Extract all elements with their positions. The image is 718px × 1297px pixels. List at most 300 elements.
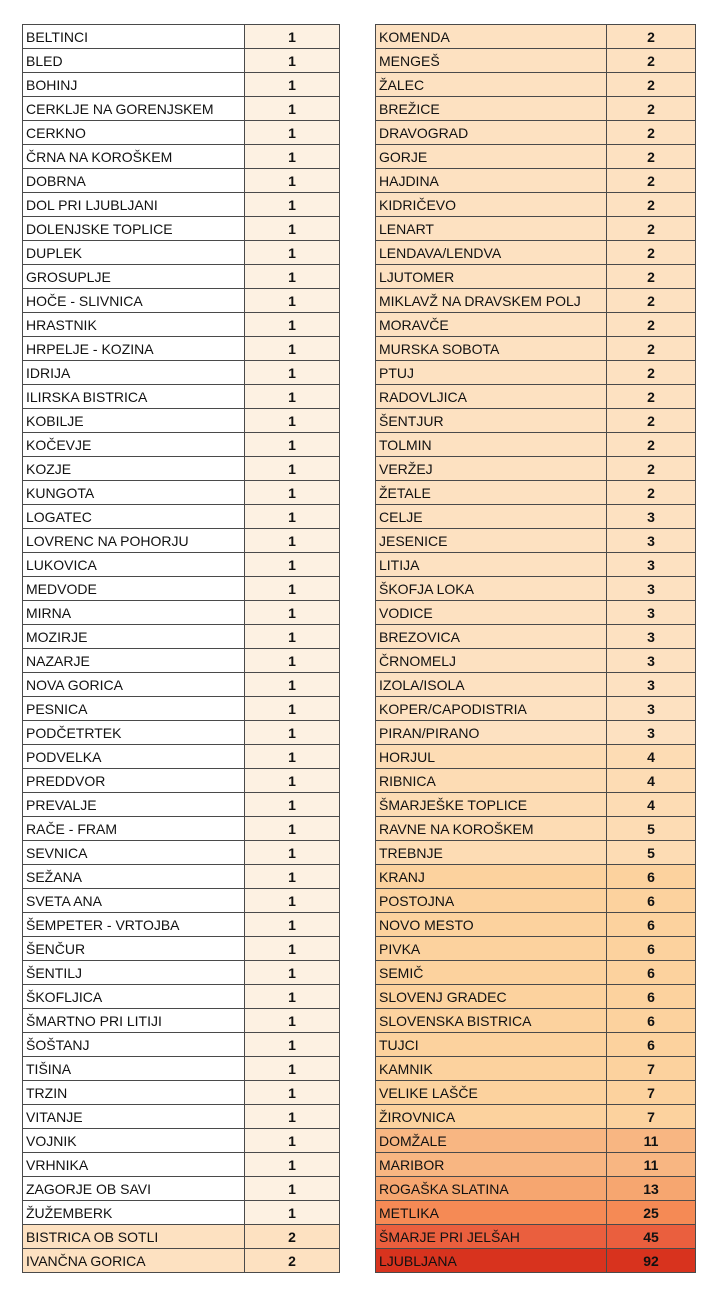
count-value: 4 (607, 745, 696, 769)
right-municipality-table (375, 24, 696, 1273)
municipality-name: VELIKE LAŠČE (376, 1081, 607, 1105)
table-row (23, 193, 340, 217)
count-value: 1 (245, 745, 340, 769)
count-value: 3 (607, 505, 696, 529)
table-row (376, 769, 696, 793)
count-value: 1 (245, 793, 340, 817)
table-row (23, 481, 340, 505)
count-value: 2 (607, 361, 696, 385)
count-value: 1 (245, 577, 340, 601)
table-row (376, 1129, 696, 1153)
municipality-name: VOJNIK (23, 1129, 245, 1153)
table-row (376, 1153, 696, 1177)
count-value: 1 (245, 169, 340, 193)
municipality-name: GROSUPLJE (23, 265, 245, 289)
table-row (376, 457, 696, 481)
table-row (376, 697, 696, 721)
municipality-name: MIRNA (23, 601, 245, 625)
count-value: 1 (245, 289, 340, 313)
table-row (376, 985, 696, 1009)
count-value: 4 (607, 793, 696, 817)
table-row (376, 1009, 696, 1033)
table-row (23, 1225, 340, 1249)
municipality-name: MEDVODE (23, 577, 245, 601)
count-value: 1 (245, 241, 340, 265)
table-row (376, 1081, 696, 1105)
count-value: 3 (607, 553, 696, 577)
municipality-name: PODČETRTEK (23, 721, 245, 745)
municipality-name: SEVNICA (23, 841, 245, 865)
municipality-name: MENGEŠ (376, 49, 607, 73)
municipality-name: IDRIJA (23, 361, 245, 385)
count-value: 1 (245, 673, 340, 697)
table-row (376, 817, 696, 841)
count-value: 6 (607, 1009, 696, 1033)
table-row (23, 505, 340, 529)
count-value: 1 (245, 145, 340, 169)
count-value: 1 (245, 457, 340, 481)
table-row (23, 121, 340, 145)
table-row (376, 1057, 696, 1081)
count-value: 4 (607, 769, 696, 793)
count-value: 2 (245, 1225, 340, 1249)
table-row (23, 25, 340, 49)
count-value: 1 (245, 1153, 340, 1177)
table-row (376, 793, 696, 817)
count-value: 2 (607, 169, 696, 193)
table-row (376, 49, 696, 73)
municipality-name: ŠKOFJA LOKA (376, 577, 607, 601)
municipality-name: VODICE (376, 601, 607, 625)
table-row (23, 265, 340, 289)
municipality-name: PREVALJE (23, 793, 245, 817)
municipality-name: LENART (376, 217, 607, 241)
municipality-name: DRAVOGRAD (376, 121, 607, 145)
table-row (23, 985, 340, 1009)
municipality-name: ZAGORJE OB SAVI (23, 1177, 245, 1201)
municipality-name: DOL PRI LJUBLJANI (23, 193, 245, 217)
table-row (23, 361, 340, 385)
count-value: 7 (607, 1057, 696, 1081)
table-row (376, 97, 696, 121)
municipality-name: JESENICE (376, 529, 607, 553)
table-row (376, 577, 696, 601)
count-value: 7 (607, 1081, 696, 1105)
table-row (376, 1249, 696, 1273)
municipality-name: MOZIRJE (23, 625, 245, 649)
table-row (376, 841, 696, 865)
table-row (376, 1201, 696, 1225)
table-row (23, 1153, 340, 1177)
count-value: 1 (245, 913, 340, 937)
municipality-name: TRZIN (23, 1081, 245, 1105)
table-row (23, 865, 340, 889)
municipality-name: DOMŽALE (376, 1129, 607, 1153)
count-value: 2 (607, 121, 696, 145)
municipality-name: KOPER/CAPODISTRIA (376, 697, 607, 721)
municipality-name: BLED (23, 49, 245, 73)
count-value: 1 (245, 337, 340, 361)
table-row (23, 1057, 340, 1081)
count-value: 2 (607, 409, 696, 433)
count-value: 1 (245, 73, 340, 97)
municipality-name: TREBNJE (376, 841, 607, 865)
table-row (23, 409, 340, 433)
municipality-name: LJUBLJANA (376, 1249, 607, 1273)
table-row (376, 649, 696, 673)
count-value: 3 (607, 721, 696, 745)
count-value: 1 (245, 985, 340, 1009)
count-value: 1 (245, 409, 340, 433)
table-row (23, 1201, 340, 1225)
count-value: 6 (607, 865, 696, 889)
table-row (23, 1129, 340, 1153)
municipality-name: DUPLEK (23, 241, 245, 265)
table-row (23, 337, 340, 361)
table-row (23, 817, 340, 841)
count-value: 2 (245, 1249, 340, 1273)
municipality-name: NOVA GORICA (23, 673, 245, 697)
table-row (376, 745, 696, 769)
table-row (376, 961, 696, 985)
count-value: 1 (245, 601, 340, 625)
left-municipality-table (22, 24, 340, 1273)
table-row (23, 769, 340, 793)
count-value: 1 (245, 217, 340, 241)
municipality-name: KIDRIČEVO (376, 193, 607, 217)
municipality-name: NOVO MESTO (376, 913, 607, 937)
table-row (23, 241, 340, 265)
right-table-body (376, 25, 696, 1273)
count-value: 13 (607, 1177, 696, 1201)
table-row (23, 745, 340, 769)
municipality-name: LJUTOMER (376, 265, 607, 289)
municipality-name: ŠKOFLJICA (23, 985, 245, 1009)
municipality-name: RAVNE NA KOROŠKEM (376, 817, 607, 841)
municipality-name: HRASTNIK (23, 313, 245, 337)
count-value: 2 (607, 49, 696, 73)
table-row (23, 841, 340, 865)
count-value: 1 (245, 937, 340, 961)
municipality-name: ČRNOMELJ (376, 649, 607, 673)
municipality-name: BELTINCI (23, 25, 245, 49)
count-value: 2 (607, 265, 696, 289)
count-value: 2 (607, 337, 696, 361)
municipality-name: IVANČNA GORICA (23, 1249, 245, 1273)
count-value: 1 (245, 1201, 340, 1225)
municipality-name: HOČE - SLIVNICA (23, 289, 245, 313)
municipality-name: ŠENTJUR (376, 409, 607, 433)
municipality-name: KUNGOTA (23, 481, 245, 505)
table-row (23, 553, 340, 577)
municipality-name: RIBNICA (376, 769, 607, 793)
count-value: 1 (245, 961, 340, 985)
table-row (23, 145, 340, 169)
municipality-name: PIRAN/PIRANO (376, 721, 607, 745)
count-value: 1 (245, 817, 340, 841)
table-row (376, 625, 696, 649)
table-row (376, 889, 696, 913)
table-row (23, 889, 340, 913)
municipality-name: LITIJA (376, 553, 607, 577)
table-row (23, 1033, 340, 1057)
table-row (376, 241, 696, 265)
count-value: 1 (245, 49, 340, 73)
municipality-name: SLOVENSKA BISTRICA (376, 1009, 607, 1033)
count-value: 1 (245, 433, 340, 457)
count-value: 1 (245, 481, 340, 505)
table-row (23, 1105, 340, 1129)
municipality-name: IZOLA/ISOLA (376, 673, 607, 697)
table-row (376, 913, 696, 937)
municipality-name: RADOVLJICA (376, 385, 607, 409)
table-row (23, 433, 340, 457)
count-value: 2 (607, 145, 696, 169)
municipality-name: PIVKA (376, 937, 607, 961)
count-value: 2 (607, 193, 696, 217)
municipality-name: HAJDINA (376, 169, 607, 193)
count-value: 92 (607, 1249, 696, 1273)
count-value: 2 (607, 433, 696, 457)
table-row (376, 481, 696, 505)
count-value: 6 (607, 889, 696, 913)
table-row (23, 961, 340, 985)
table-row (23, 169, 340, 193)
table-row (376, 289, 696, 313)
count-value: 1 (245, 1009, 340, 1033)
count-value: 2 (607, 289, 696, 313)
count-value: 1 (245, 721, 340, 745)
table-row (376, 433, 696, 457)
municipality-name: TOLMIN (376, 433, 607, 457)
municipality-name: ŠMARJEŠKE TOPLICE (376, 793, 607, 817)
table-row (23, 73, 340, 97)
table-row (376, 673, 696, 697)
count-value: 5 (607, 841, 696, 865)
table-row (23, 649, 340, 673)
count-value: 1 (245, 1033, 340, 1057)
count-value: 1 (245, 529, 340, 553)
municipality-name: MIKLAVŽ NA DRAVSKEM POLJ (376, 289, 607, 313)
table-row (23, 217, 340, 241)
table-row (23, 793, 340, 817)
count-value: 6 (607, 985, 696, 1009)
table-row (23, 313, 340, 337)
count-value: 1 (245, 865, 340, 889)
municipality-name: GORJE (376, 145, 607, 169)
municipality-name: PESNICA (23, 697, 245, 721)
table-row (23, 697, 340, 721)
count-value: 2 (607, 385, 696, 409)
count-value: 1 (245, 1057, 340, 1081)
municipality-name: DOBRNA (23, 169, 245, 193)
table-row (376, 721, 696, 745)
count-value: 1 (245, 361, 340, 385)
count-value: 3 (607, 625, 696, 649)
municipality-name: POSTOJNA (376, 889, 607, 913)
municipality-name: BREZOVICA (376, 625, 607, 649)
count-value: 1 (245, 97, 340, 121)
table-row (23, 49, 340, 73)
municipality-name: ŽIROVNICA (376, 1105, 607, 1129)
count-value: 6 (607, 913, 696, 937)
table-row (376, 1177, 696, 1201)
left-table-body (23, 25, 340, 1273)
municipality-name: PREDDVOR (23, 769, 245, 793)
table-row (23, 97, 340, 121)
municipality-name: ŠMARTNO PRI LITIJI (23, 1009, 245, 1033)
count-value: 2 (607, 97, 696, 121)
count-value: 1 (245, 649, 340, 673)
table-row (376, 217, 696, 241)
table-row (23, 673, 340, 697)
municipality-name: ČRNA NA KOROŠKEM (23, 145, 245, 169)
table-row (376, 1225, 696, 1249)
count-value: 6 (607, 961, 696, 985)
municipality-name: TUJCI (376, 1033, 607, 1057)
table-row (23, 457, 340, 481)
municipality-name: KAMNIK (376, 1057, 607, 1081)
table-row (376, 865, 696, 889)
table-row (23, 289, 340, 313)
count-value: 1 (245, 1129, 340, 1153)
count-value: 1 (245, 553, 340, 577)
count-value: 11 (607, 1153, 696, 1177)
municipality-name: ILIRSKA BISTRICA (23, 385, 245, 409)
table-row (376, 1033, 696, 1057)
count-value: 2 (607, 313, 696, 337)
municipality-name: RAČE - FRAM (23, 817, 245, 841)
municipality-name: KOZJE (23, 457, 245, 481)
municipality-name: KRANJ (376, 865, 607, 889)
municipality-name: ROGAŠKA SLATINA (376, 1177, 607, 1201)
table-row (376, 409, 696, 433)
count-value: 6 (607, 1033, 696, 1057)
municipality-name: NAZARJE (23, 649, 245, 673)
table-row (376, 337, 696, 361)
count-value: 7 (607, 1105, 696, 1129)
municipality-name: ŽALEC (376, 73, 607, 97)
table-row (376, 265, 696, 289)
table-row (376, 505, 696, 529)
table-row (23, 385, 340, 409)
count-value: 1 (245, 769, 340, 793)
count-value: 6 (607, 937, 696, 961)
municipality-name: PTUJ (376, 361, 607, 385)
count-value: 2 (607, 481, 696, 505)
municipality-name: HRPELJE - KOZINA (23, 337, 245, 361)
municipality-name: BOHINJ (23, 73, 245, 97)
count-value: 1 (245, 1177, 340, 1201)
count-value: 2 (607, 25, 696, 49)
count-value: 1 (245, 1081, 340, 1105)
table-row (23, 1081, 340, 1105)
count-value: 3 (607, 673, 696, 697)
table-row (376, 553, 696, 577)
municipality-name: VITANJE (23, 1105, 245, 1129)
table-row (376, 937, 696, 961)
count-value: 2 (607, 241, 696, 265)
table-row (376, 361, 696, 385)
municipality-name: HORJUL (376, 745, 607, 769)
municipality-name: VERŽEJ (376, 457, 607, 481)
count-value: 2 (607, 457, 696, 481)
count-value: 1 (245, 505, 340, 529)
municipality-name: ŠEMPETER - VRTOJBA (23, 913, 245, 937)
count-value: 1 (245, 841, 340, 865)
count-value: 1 (245, 193, 340, 217)
count-value: 1 (245, 385, 340, 409)
table-row (23, 601, 340, 625)
count-value: 2 (607, 73, 696, 97)
municipality-name: SVETA ANA (23, 889, 245, 913)
municipality-name: MARIBOR (376, 1153, 607, 1177)
table-row (23, 1249, 340, 1273)
count-value: 1 (245, 1105, 340, 1129)
table-row (376, 529, 696, 553)
municipality-name: DOLENJSKE TOPLICE (23, 217, 245, 241)
municipality-name: TIŠINA (23, 1057, 245, 1081)
table-row (376, 169, 696, 193)
municipality-name: BREŽICE (376, 97, 607, 121)
table-row (23, 625, 340, 649)
municipality-name: ŠMARJE PRI JELŠAH (376, 1225, 607, 1249)
count-value: 3 (607, 529, 696, 553)
count-value: 3 (607, 649, 696, 673)
table-row (23, 721, 340, 745)
count-value: 45 (607, 1225, 696, 1249)
municipality-name: ŠOŠTANJ (23, 1033, 245, 1057)
table-row (376, 145, 696, 169)
table-row (376, 193, 696, 217)
municipality-name: KOČEVJE (23, 433, 245, 457)
count-value: 1 (245, 625, 340, 649)
municipality-name: METLIKA (376, 1201, 607, 1225)
municipality-name: VRHNIKA (23, 1153, 245, 1177)
count-value: 1 (245, 265, 340, 289)
count-value: 1 (245, 25, 340, 49)
table-row (376, 385, 696, 409)
municipality-name: MORAVČE (376, 313, 607, 337)
table-row (376, 25, 696, 49)
table-row (376, 601, 696, 625)
municipality-name: ŠENTILJ (23, 961, 245, 985)
municipality-name: KOBILJE (23, 409, 245, 433)
count-value: 1 (245, 121, 340, 145)
municipality-name: ŠENČUR (23, 937, 245, 961)
municipality-name: LUKOVICA (23, 553, 245, 577)
count-value: 5 (607, 817, 696, 841)
count-value: 1 (245, 889, 340, 913)
count-value: 3 (607, 577, 696, 601)
municipality-name: KOMENDA (376, 25, 607, 49)
municipality-name: BISTRICA OB SOTLI (23, 1225, 245, 1249)
table-row (23, 529, 340, 553)
count-value: 3 (607, 601, 696, 625)
municipality-name: LOVRENC NA POHORJU (23, 529, 245, 553)
municipality-name: ŽUŽEMBERK (23, 1201, 245, 1225)
count-value: 25 (607, 1201, 696, 1225)
table-row (376, 121, 696, 145)
count-value: 3 (607, 697, 696, 721)
municipality-name: CERKNO (23, 121, 245, 145)
municipality-name: SLOVENJ GRADEC (376, 985, 607, 1009)
count-value: 1 (245, 697, 340, 721)
municipality-name: SEMIČ (376, 961, 607, 985)
municipality-name: LOGATEC (23, 505, 245, 529)
table-row (376, 313, 696, 337)
municipality-name: CERKLJE NA GORENJSKEM (23, 97, 245, 121)
